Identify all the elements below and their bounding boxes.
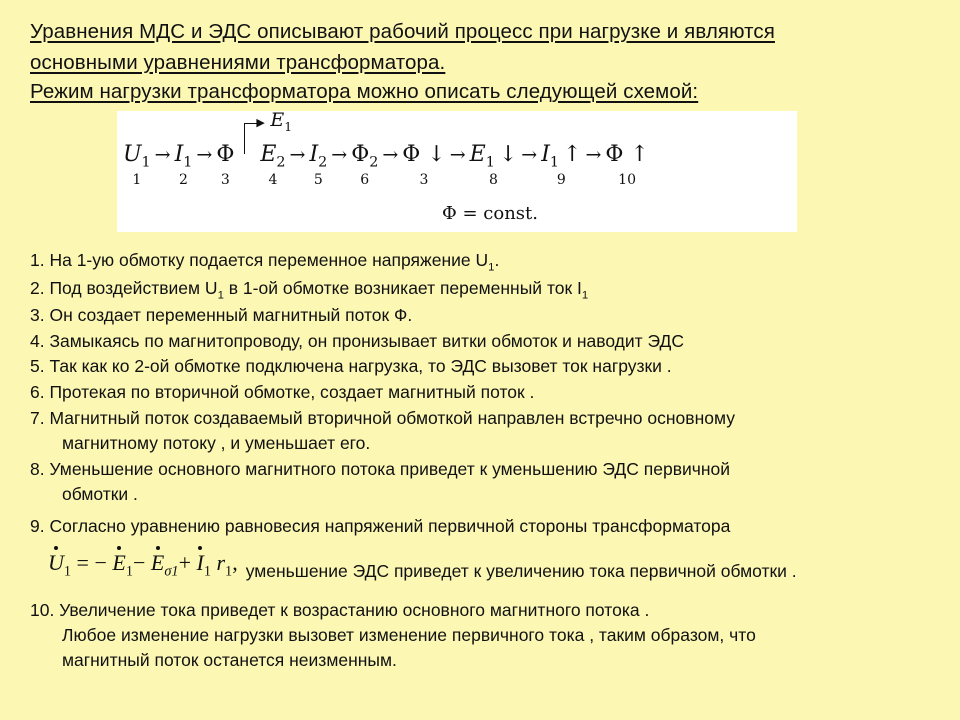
chain-step-number: 3: [419, 172, 429, 188]
chain-step-2: [175, 141, 193, 189]
heading-line-2: основными уравнениями трансформатора.: [30, 51, 446, 74]
chain-step-number: 5: [313, 172, 323, 188]
arrow-right-icon: →: [154, 144, 171, 166]
arrow-right-icon: →: [196, 144, 213, 166]
chain-step-number: 8: [489, 172, 498, 188]
chain-step-number: 2: [179, 172, 188, 188]
item-1: 1. На 1-ую обмотку подается переменное напряжение $U_1$.: [30, 250, 500, 274]
chain-symbol: Φ: [216, 142, 235, 167]
chain-step-3: [216, 141, 234, 189]
chain-symbol: $U_1$: [123, 142, 151, 171]
chain-step-number: 10: [618, 172, 636, 188]
chain-step-1: [123, 141, 151, 189]
arrow-right-icon: →: [382, 144, 399, 166]
heading-line-1: Уравнения МДС и ЭДС описывают рабочий процесс при нагрузке и являются: [30, 20, 775, 43]
item-9-equation-row: [48, 548, 797, 581]
chain-symbol: Φ ↑: [605, 142, 649, 167]
branch-symbol: $E_1$: [270, 109, 293, 134]
chain-step-5: [309, 141, 327, 189]
chain-step-number: 6: [360, 172, 370, 188]
chain-step-4: [256, 109, 293, 189]
item-10-line-2: Любое изменение нагрузки вызовет изменение первичного тока , таким образом, что: [62, 625, 756, 645]
process-chain: [123, 109, 649, 189]
item-7-line-2: магнитному потоку , и уменьшает его.: [62, 433, 371, 453]
chain-symbol: $I_1$ ↑: [541, 142, 582, 171]
item-3: 3. Он создает переменный магнитный поток Ф.: [30, 305, 413, 325]
item-8-line-2: обмотки .: [62, 484, 138, 504]
chain-step-number: 9: [556, 172, 566, 188]
chain-step-8: [470, 141, 518, 189]
heading-line-3: Режим нагрузки трансформатора можно описать следующей схемой:: [30, 80, 699, 103]
chain-step-6: [351, 141, 378, 189]
arrow-right-icon: →: [331, 144, 348, 166]
item-5: 5. Так как ко 2-ой обмотке подключена нагрузка, то ЭДС вызовет ток нагрузки .: [30, 356, 672, 376]
phi-const: Φ = const.: [442, 203, 538, 224]
arrow-right-icon: →: [585, 144, 602, 166]
item-10-line-1: 10. Увеличение тока приведет к возрастанию основного магнитного потока .: [30, 600, 650, 620]
voltage-equation: $U_1$ = − $E_1- E_{\sigma 1}+ I_1$ $r_1$,: [48, 550, 238, 580]
chain-step-number: 3: [220, 172, 230, 188]
item-7-line-1: 7. Магнитный поток создаваемый вторичной обмоткой направлен встречно основному: [30, 408, 735, 428]
chain-step-10: [605, 141, 648, 189]
chain-step-7: [402, 141, 445, 189]
chain-symbol: Φ ↓: [402, 142, 446, 167]
chain-symbol: $I_2$: [309, 142, 328, 171]
chain-symbol: $I_1$: [174, 142, 193, 171]
item-6: 6. Протекая по вторичной обмотке, создает магнитный поток .: [30, 382, 535, 402]
item-8-line-1: 8. Уменьшение основного магнитного потока приведет к уменьшению ЭДС первичной: [30, 459, 731, 479]
item-9-line-1: 9. Согласно уравнению равновесия напряжений первичной стороны трансформатора: [30, 516, 731, 536]
arrow-right-icon: →: [289, 144, 306, 166]
arrow-right-icon: →: [449, 144, 466, 166]
chain-symbol: $E_1$ ↓: [469, 142, 518, 171]
load-process-diagram: [117, 111, 797, 232]
branch-arrowhead-icon: ▶: [256, 116, 265, 129]
item-2: 2. Под воздействием $U_1$ в 1-ой обмотке возникает переменный ток $I_1$: [30, 278, 589, 302]
chain-step-9: [541, 141, 581, 189]
chain-symbol: $E_2$: [260, 142, 286, 171]
item-4: 4. Замыкаясь по магнитопроводу, он пронизывает витки обмоток и наводит ЭДС: [30, 331, 685, 351]
chain-step-number: 1: [132, 172, 142, 188]
chain-symbol: $\Phi_2$: [351, 142, 379, 171]
item-9-line-2: уменьшение ЭДС приведет к увеличению тока первичной обмотки .: [245, 561, 797, 581]
chain-step-number: 4: [268, 172, 278, 188]
item-10-line-3: магнитный поток останется неизменным.: [62, 650, 397, 670]
arrow-right-icon: →: [521, 144, 538, 166]
